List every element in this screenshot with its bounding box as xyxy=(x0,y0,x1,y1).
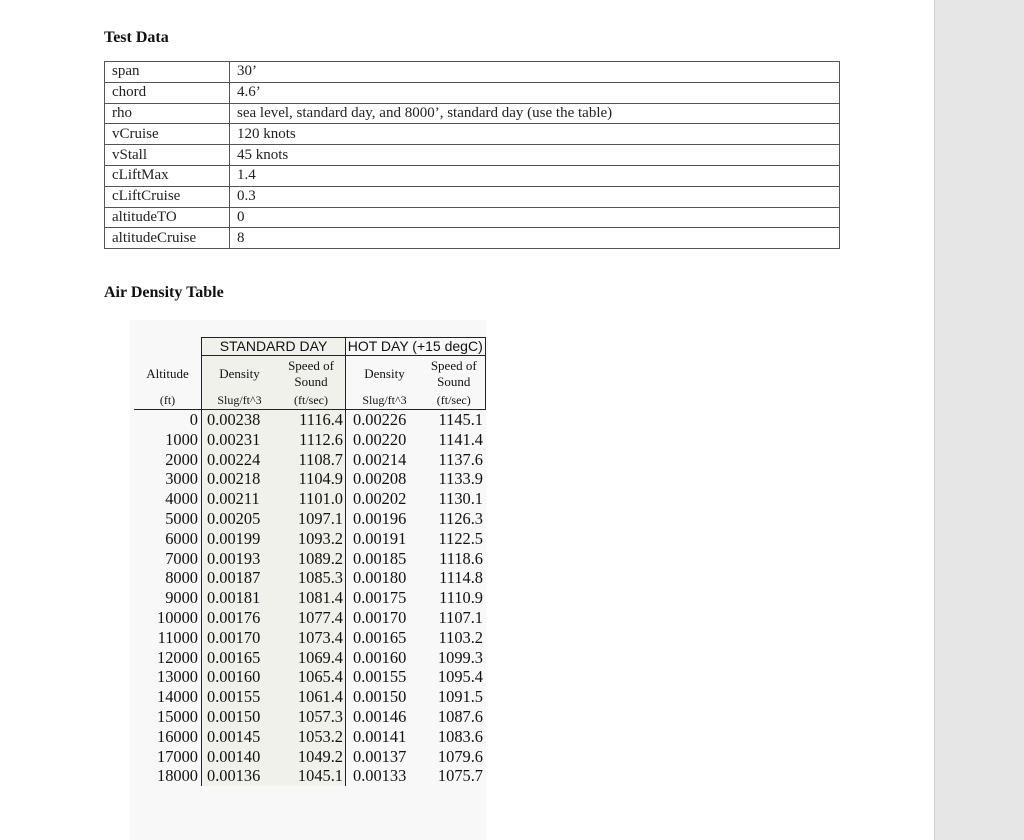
param-value: 0 xyxy=(230,207,840,228)
altitude-cell: 10000 xyxy=(134,608,202,628)
altitude-cell: 16000 xyxy=(134,727,202,747)
param-name: span xyxy=(105,62,230,83)
speed-cell: 1093.2 xyxy=(277,529,346,549)
hot-density-cell: 0.00146 xyxy=(353,706,407,726)
density-cell: 0.00205 xyxy=(202,509,278,529)
test-data-row xyxy=(105,207,840,228)
speed-cell: 1081.4 xyxy=(277,588,346,608)
speed-cell: 1065.4 xyxy=(277,667,346,687)
param-value: 0.3 xyxy=(230,186,840,207)
density-row xyxy=(134,766,485,786)
density-cell: 0.00238 xyxy=(202,410,278,430)
density-row xyxy=(134,509,485,529)
density-row xyxy=(134,588,485,608)
test-data-row xyxy=(105,228,840,249)
density-cell: 0.00136 xyxy=(202,766,278,786)
hot-density-cell: 0.00170 xyxy=(353,607,407,627)
param-name: vStall xyxy=(105,145,230,166)
test-data-row xyxy=(105,62,840,83)
density-cell: 0.00150 xyxy=(202,707,278,727)
param-value: 4.6’ xyxy=(230,82,840,103)
hot-speed-cell: 1137.6 xyxy=(438,449,483,469)
hot-speed-cell: 1079.6 xyxy=(437,746,483,766)
test-data-row xyxy=(105,124,840,145)
altitude-cell: 13000 xyxy=(134,667,202,687)
speed-cell: 1108.7 xyxy=(277,450,346,470)
speed-cell: 1077.4 xyxy=(277,608,346,628)
density-cell: 0.00211 xyxy=(202,489,278,509)
speed-cell: 1112.6 xyxy=(277,430,346,450)
density-unit: Slug/ft^3 xyxy=(202,392,278,410)
hot-density-cell: 0.00155 xyxy=(353,667,407,687)
density-row xyxy=(134,667,485,687)
hot-day-label: HOT DAY (+15 degC) xyxy=(346,338,486,356)
altitude-unit: (ft) xyxy=(134,392,202,410)
density-row xyxy=(134,727,485,747)
param-name: altitudeTO xyxy=(105,207,230,228)
density-row xyxy=(134,450,485,470)
units-row xyxy=(134,392,485,410)
air-density-table xyxy=(134,337,486,786)
hot-speed-cell: 1118.6 xyxy=(439,548,483,568)
density-row xyxy=(134,747,485,767)
column-header-row xyxy=(134,356,485,393)
test-data-row xyxy=(105,186,840,207)
param-value: sea level, standard day, and 8000’, standard day (use the table) xyxy=(230,103,840,124)
density-cell: 0.00193 xyxy=(202,549,278,569)
hot-speed-header: Speed of Sound xyxy=(423,356,485,393)
hot-speed-cell: 1099.3 xyxy=(437,647,483,667)
hot-speed-cell: 1130.1 xyxy=(438,489,483,509)
speed-cell: 1085.3 xyxy=(277,568,346,588)
hot-speed-cell: 1095.4 xyxy=(437,667,483,687)
speed-unit: (ft/sec) xyxy=(277,392,346,410)
density-row xyxy=(134,410,485,430)
test-data-row xyxy=(105,165,840,186)
hot-speed-cell: 1133.9 xyxy=(438,469,483,489)
speed-cell: 1057.3 xyxy=(277,707,346,727)
density-cell: 0.00155 xyxy=(202,687,278,707)
hot-density-cell: 0.00220 xyxy=(353,429,407,449)
speed-cell: 1101.0 xyxy=(277,489,346,509)
altitude-cell: 12000 xyxy=(134,648,202,668)
hot-speed-cell: 1091.5 xyxy=(437,687,483,707)
hot-density-cell: 0.00214 xyxy=(353,449,407,469)
param-value: 8 xyxy=(230,228,840,249)
param-name: altitudeCruise xyxy=(105,228,230,249)
density-row xyxy=(134,568,485,588)
param-name: cLiftCruise xyxy=(105,186,230,207)
speed-cell: 1045.1 xyxy=(277,766,346,786)
hot-density-cell: 0.00137 xyxy=(353,746,407,766)
altitude-cell: 15000 xyxy=(134,707,202,727)
density-cell: 0.00181 xyxy=(202,588,278,608)
altitude-cell: 5000 xyxy=(134,509,202,529)
altitude-cell: 6000 xyxy=(134,529,202,549)
test-data-row xyxy=(105,103,840,124)
density-cell: 0.00224 xyxy=(202,450,278,470)
hot-density-cell: 0.00165 xyxy=(353,627,407,647)
hot-speed-cell: 1087.6 xyxy=(437,706,483,726)
speed-cell: 1061.4 xyxy=(277,687,346,707)
density-row xyxy=(134,529,485,549)
density-row xyxy=(134,628,485,648)
param-name: cLiftMax xyxy=(105,165,230,186)
air-density-scan xyxy=(130,320,486,840)
altitude-cell: 11000 xyxy=(134,628,202,648)
hot-density-cell: 0.00150 xyxy=(353,687,407,707)
param-value: 45 knots xyxy=(230,145,840,166)
altitude-cell: 9000 xyxy=(134,588,202,608)
density-cell: 0.00187 xyxy=(202,568,278,588)
altitude-cell: 14000 xyxy=(134,687,202,707)
altitude-cell: 7000 xyxy=(134,549,202,569)
speed-cell: 1097.1 xyxy=(277,509,346,529)
param-name: chord xyxy=(105,82,230,103)
hot-density-cell: 0.00185 xyxy=(353,548,407,568)
hot-density-cell: 0.00141 xyxy=(353,726,407,746)
altitude-cell: 3000 xyxy=(134,469,202,489)
altitude-cell: 4000 xyxy=(134,489,202,509)
density-row xyxy=(134,430,485,450)
hot-speed-cell: 1103.2 xyxy=(438,627,483,647)
hot-density-cell: 0.00160 xyxy=(353,647,407,667)
hot-speed-cell: 1126.3 xyxy=(438,508,483,528)
hot-density-cell: 0.00133 xyxy=(353,766,407,786)
hot-density-cell: 0.00191 xyxy=(353,528,407,548)
speed-cell: 1073.4 xyxy=(277,628,346,648)
hot-speed-cell: 1145.1 xyxy=(438,410,483,429)
speed-cell: 1049.2 xyxy=(277,747,346,767)
test-data-heading: Test Data xyxy=(104,29,169,46)
density-header: Density xyxy=(202,356,278,393)
density-row xyxy=(134,687,485,707)
density-row xyxy=(134,648,485,668)
speed-cell: 1089.2 xyxy=(277,549,346,569)
param-value: 120 knots xyxy=(230,124,840,145)
hot-speed-cell: 1122.5 xyxy=(438,528,483,548)
altitude-cell: 1000 xyxy=(134,430,202,450)
density-row xyxy=(134,469,485,489)
speed-cell: 1116.4 xyxy=(277,410,346,430)
hot-density-cell: 0.00202 xyxy=(353,489,407,509)
density-row xyxy=(134,489,485,509)
density-cell: 0.00218 xyxy=(202,469,278,489)
density-row xyxy=(134,608,485,628)
density-row xyxy=(134,707,485,727)
hot-speed-cell: 1075.7 xyxy=(437,766,483,786)
standard-day-label: STANDARD DAY xyxy=(202,338,346,356)
density-cell: 0.00145 xyxy=(202,727,278,747)
param-value: 1.4 xyxy=(230,165,840,186)
speed-header: Speed of Sound xyxy=(277,356,346,393)
altitude-cell: 18000 xyxy=(134,766,202,786)
density-cell: 0.00170 xyxy=(202,628,278,648)
test-data-row xyxy=(105,82,840,103)
density-cell: 0.00160 xyxy=(202,667,278,687)
hot-density-cell: 0.00196 xyxy=(353,508,407,528)
hot-speed-cell: 1141.4 xyxy=(438,429,483,449)
hot-density-cell: 0.00208 xyxy=(353,469,407,489)
density-cell: 0.00199 xyxy=(202,529,278,549)
density-cell: 0.00176 xyxy=(202,608,278,628)
altitude-cell: 17000 xyxy=(134,747,202,767)
altitude-cell: 0 xyxy=(134,410,202,430)
density-cell: 0.00140 xyxy=(202,747,278,767)
hot-density-cell: 0.00180 xyxy=(353,568,407,588)
param-value: 30’ xyxy=(230,62,840,83)
density-cell: 0.00231 xyxy=(202,430,278,450)
air-density-heading: Air Density Table xyxy=(104,284,224,301)
density-row xyxy=(134,549,485,569)
test-data-row xyxy=(105,145,840,166)
altitude-cell: 8000 xyxy=(134,568,202,588)
density-cell: 0.00165 xyxy=(202,648,278,668)
speed-cell: 1104.9 xyxy=(277,469,346,489)
hot-speed-cell: 1083.6 xyxy=(437,726,483,746)
param-name: vCruise xyxy=(105,124,230,145)
hot-density-header: Density xyxy=(364,366,405,381)
group-header-row xyxy=(134,338,485,356)
hot-density-cell: 0.00226 xyxy=(353,410,407,429)
hot-density-cell: 0.00175 xyxy=(353,588,407,608)
speed-cell: 1053.2 xyxy=(277,727,346,747)
speed-cell: 1069.4 xyxy=(277,648,346,668)
test-data-table xyxy=(104,61,840,249)
altitude-cell: 2000 xyxy=(134,450,202,470)
altitude-header: Altitude xyxy=(134,356,202,393)
hot-density-unit: Slug/ft^3 xyxy=(346,392,424,410)
param-name: rho xyxy=(105,103,230,124)
hot-speed-cell: 1107.1 xyxy=(438,607,483,627)
hot-speed-cell: 1114.8 xyxy=(439,568,483,588)
hot-speed-cell: 1110.9 xyxy=(439,588,483,608)
hot-speed-unit: (ft/sec) xyxy=(423,392,485,410)
